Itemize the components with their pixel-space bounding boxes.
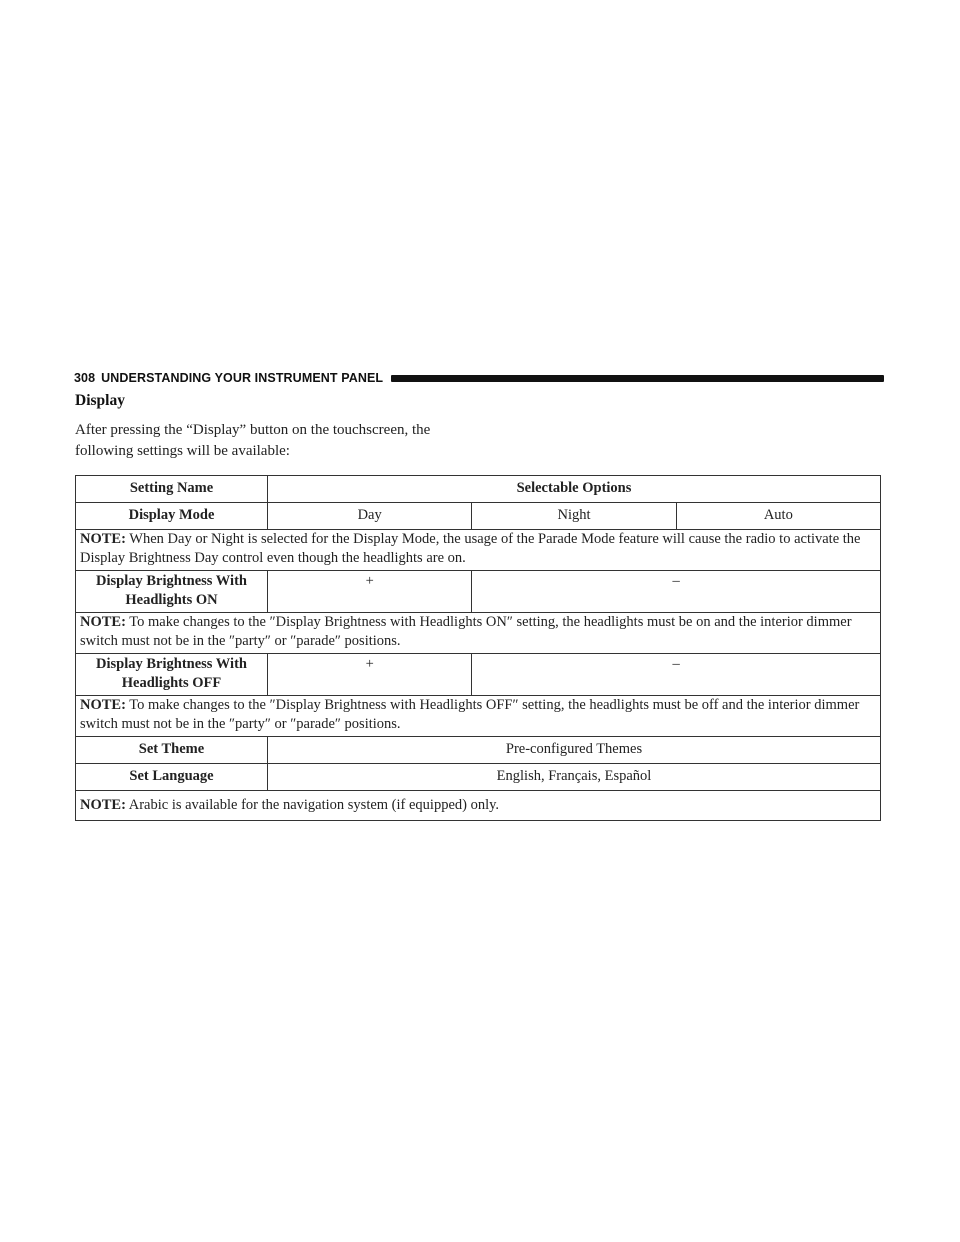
note-brightness-on <box>76 613 881 654</box>
setting-brightness-headlights-on: Display Brightness With Headlights ON <box>76 571 268 613</box>
table-row <box>76 530 881 571</box>
option-plus: + <box>268 654 472 696</box>
setting-display-mode: Display Mode <box>76 503 268 530</box>
setting-set-theme: Set Theme <box>76 737 268 764</box>
table-row <box>76 737 881 764</box>
note-text: Arabic is available for the navigation system (if equipped) only. <box>128 797 500 813</box>
setting-set-language: Set Language <box>76 764 268 791</box>
note-label: NOTE: <box>80 614 126 630</box>
table-header-row <box>76 476 881 503</box>
page-header <box>74 370 884 386</box>
note-text: When Day or Night is selected for the Display Mode, the usage of the Parade Mode feature will cause the radio to activate the Display Brightness Day control even though the headlights are on. <box>80 531 861 566</box>
option-preconfigured-themes: Pre-configured Themes <box>268 737 881 764</box>
table-row <box>76 696 881 737</box>
page-number: 308 <box>74 371 96 385</box>
header-setting-name: Setting Name <box>76 476 268 503</box>
option-languages: English, Français, Español <box>268 764 881 791</box>
table-row <box>76 764 881 791</box>
option-auto: Auto <box>676 503 880 530</box>
header-rule <box>391 375 884 382</box>
display-settings-table <box>75 475 881 821</box>
note-text: To make changes to the ″Display Brightness with Headlights ON″ setting, the headlights must be on and the interior dimmer switch must not be in the ″party″ or ″parade″ positions. <box>80 614 852 649</box>
table-row <box>76 503 881 530</box>
header-selectable-options: Selectable Options <box>268 476 881 503</box>
option-plus: + <box>268 571 472 613</box>
option-minus: – <box>472 654 881 696</box>
note-label: NOTE: <box>80 531 126 547</box>
table-row <box>76 613 881 654</box>
note-brightness-off <box>76 696 881 737</box>
note-arabic <box>76 791 881 821</box>
chapter-title: UNDERSTANDING YOUR INSTRUMENT PANEL <box>101 371 384 385</box>
note-label: NOTE: <box>80 697 126 713</box>
option-minus: – <box>472 571 881 613</box>
option-night: Night <box>472 503 676 530</box>
option-day: Day <box>268 503 472 530</box>
setting-brightness-headlights-off: Display Brightness With Headlights OFF <box>76 654 268 696</box>
table-row <box>76 571 881 613</box>
note-display-mode <box>76 530 881 571</box>
section-title: Display <box>75 392 125 409</box>
table-row <box>76 791 881 821</box>
note-label: NOTE: <box>80 797 126 813</box>
note-text: To make changes to the ″Display Brightness with Headlights OFF″ setting, the headlights must be off and the interior dimmer switch must not be in the ″party″ or ″parade″ positions. <box>80 697 860 732</box>
table-row <box>76 654 881 696</box>
intro-paragraph: After pressing the “Display” button on the touchscreen, the following settings will be available: <box>75 422 431 459</box>
